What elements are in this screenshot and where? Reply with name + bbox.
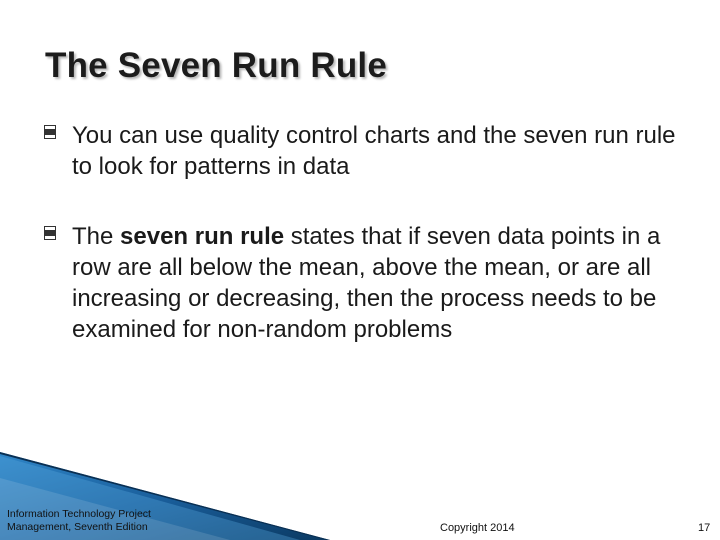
bullet-list <box>44 120 684 345</box>
bullet-text: You can use quality control charts and the seven run rule to look for patterns in data <box>72 122 676 180</box>
bold-term: seven run rule <box>120 223 285 250</box>
page-number: 17 <box>698 522 711 534</box>
footer-book-line1: Information Technology Project <box>7 508 151 520</box>
box-bullet-icon <box>44 226 56 240</box>
bullet-item <box>44 221 684 345</box>
bullet-text-suffix: states that if seven data points in a row are all below the mean, above the mean, or are all increasing or decreasing, then the process needs to be examined for non-random problems <box>72 223 661 343</box>
footer-copyright: Copyright 2014 <box>440 522 515 534</box>
footer-book-title <box>7 508 151 534</box>
bullet-item <box>44 120 684 182</box>
box-bullet-icon <box>44 125 56 139</box>
bullet-text-prefix: The <box>72 223 121 250</box>
footer-book-line2: Management, Seventh Edition <box>7 521 148 533</box>
slide-title: The Seven Run Rule <box>45 46 387 85</box>
